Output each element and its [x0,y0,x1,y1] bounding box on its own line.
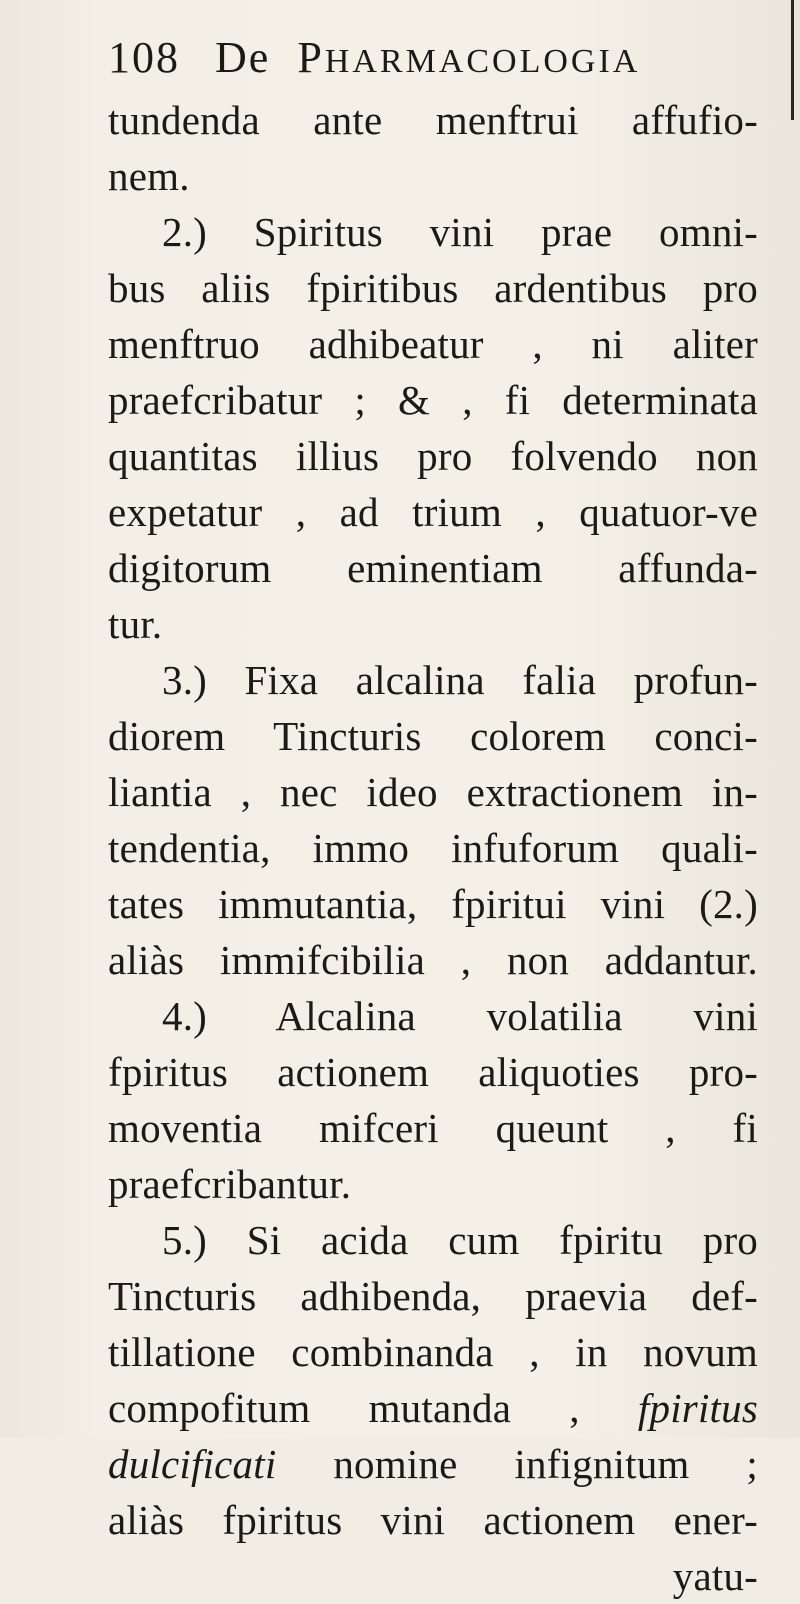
text-line: moventia mifceri queunt , fi [108,1105,758,1151]
text-line: bus aliis fpiritibus ardentibus pro [108,265,758,311]
text-line: tendentia, immo infuforum quali- [108,825,758,871]
text-line: aliàs immifcibilia , non addantur. [108,937,758,983]
text-segment: nomine infignitum ; [276,1441,758,1487]
text-line: liantia , nec ideo extractionem in- [108,769,758,815]
italic-segment: fpiritus [637,1385,758,1431]
page-edge-shadow [791,0,794,120]
text-line: expetatur , ad trium , quatuor-ve [108,489,758,535]
text-line: 4.) Alcalina volatilia vini [162,993,758,1039]
italic-segment: dulcificati [108,1441,277,1487]
text-line: diorem Tincturis colorem conci- [108,713,758,759]
text-line: yatu- [672,1553,758,1599]
text-line: tates immutantia, fpiritui vini (2.) [108,881,758,927]
text-line: 3.) Fixa alcalina falia profun- [162,657,758,703]
page-number: 108 [108,33,180,82]
header-word-de: De [215,33,271,82]
text-line: nem. [108,153,190,199]
running-header [108,30,708,86]
text-line: praefcribantur. [108,1161,352,1207]
text-line: menftruo adhibeatur , ni aliter [108,321,758,367]
body-text [108,92,758,1604]
text-line: fpiritus actionem aliquoties pro- [108,1049,758,1095]
text-line: praefcribatur ; & , fi determinata [108,377,758,423]
header-word-pharmacologia: PHARMACOLOGIA [297,33,641,82]
text-line: tur. [108,601,163,647]
text-line: 2.) Spiritus vini prae omni- [162,209,758,255]
text-line [108,1436,758,1492]
text-line: digitorum eminentiam affunda- [108,545,758,591]
text-line [108,1380,758,1436]
text-segment: compofitum mutanda , [108,1385,638,1431]
text-line: Tincturis adhibenda, praevia def- [108,1273,758,1319]
text-line: aliàs fpiritus vini actionem ener- [108,1497,758,1543]
text-line: quantitas illius pro folvendo non [108,433,758,479]
text-line: 5.) Si acida cum fpiritu pro [162,1217,758,1263]
text-line: tundenda ante menftrui affufio- [108,97,758,143]
text-line: tillatione combinanda , in novum [108,1329,758,1375]
